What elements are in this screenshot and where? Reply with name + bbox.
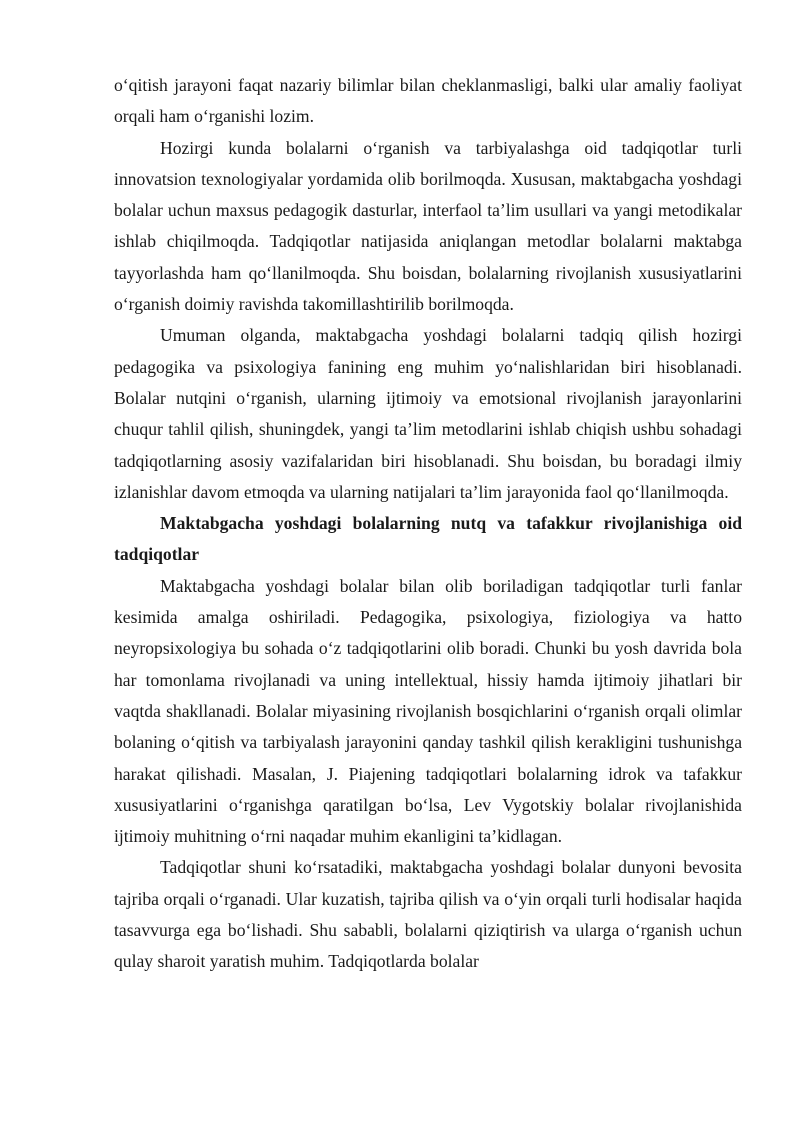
- paragraph-innovative-research: Hozirgi kunda bolalarni o‘rganish va tarbiyalashga oid tadqiqotlar turli innovatsion texnologiyalar yordamida olib borilmoqda. Xususan, maktabgacha yoshdagi bolalar uchun maxsus pedagogik dasturlar, interfaol ta’lim usullari va yangi metodikalar ishlab chiqilmoqda. Tadqiqotlar natijasida aniqlangan metodlar bolalarni maktabga tayyorlashda ham qo‘llanilmoqda. Shu boisdan, bolalarning rivojlanish xususiyatlarini o‘rganish doimiy ravishda takomillashtirilib borilmoqda.: [114, 137, 742, 315]
- paragraph-interdisciplinary-research: Maktabgacha yoshdagi bolalar bilan olib boriladigan tadqiqotlar turli fanlar kesimida amalga oshiriladi. Pedagogika, psixologiya, fiziologiya va hatto neyropsixologiya bu sohada o‘z tadqiqotlarini olib boradi. Chunki bu yosh davrida bola har tomonlama rivojlanadi va uning intellektual, hissiy hamda ijtimoiy jihatlari bir vaqtda shakllanadi. Bolalar miyasining rivojlanish bosqichlarini o‘rganish orqali olimlar bolaning o‘qitish va tarbiyalash jarayonini qanday tashkil qilish kerakligini tushunishga harakat qilishadi. Masalan, J. Piajening tadqiqotlari bolalarning idrok va tafakkur xususiyatlarini o‘rganishga qaratilgan bo‘lsa, Lev Vygotskiy bolalar rivojlanishida ijtimoiy muhitning o‘rni naqadar muhim ekanligini ta’kidlagan.: [114, 575, 742, 847]
- paragraph-summary: Umuman olganda, maktabgacha yoshdagi bolalarni tadqiq qilish hozirgi pedagogika va psixologiya fanining eng muhim yo‘nalishlaridan biri hisoblanadi. Bolalar nutqini o‘rganish, ularning ijtimoiy va emotsional rivojlanish jarayonlarini chuqur tahlil qilish, shuningdek, yangi ta’lim metodlarini ishlab chiqish ushbu sohadagi tadqiqotlarning asosiy vazifalaridan biri hisoblanadi. Shu boisdan, bu boradagi ilmiy izlanishlar davom etmoqda va ularning natijalari ta’lim jarayonida faol qo‘llanilmoqda.: [114, 325, 742, 502]
- paragraph-continuation: o‘qitish jarayoni faqat nazariy bilimlar bilan cheklanmasligi, balki ular amaliy faoliyat orqali ham o‘rganishi lozim.: [114, 75, 742, 127]
- document-page: [114, 70, 742, 978]
- paragraph-experiential-learning: Tadqiqotlar shuni ko‘rsatadiki, maktabgacha yoshdagi bolalar dunyoni bevosita tajriba orqali o‘rganadi. Ular kuzatish, tajriba qilish va o‘yin orqali turli hodisalar haqida tasavvurga ega bo‘lishadi. Shu sababli, bolalarni qiziqtirish va ularga o‘rganish uchun qulay sharoit yaratish muhim. Tadqiqotlarda bolalar: [114, 857, 742, 972]
- section-heading: Maktabgacha yoshdagi bolalarning nutq va tafakkur rivojlanishiga oid tadqiqotlar: [114, 513, 742, 565]
